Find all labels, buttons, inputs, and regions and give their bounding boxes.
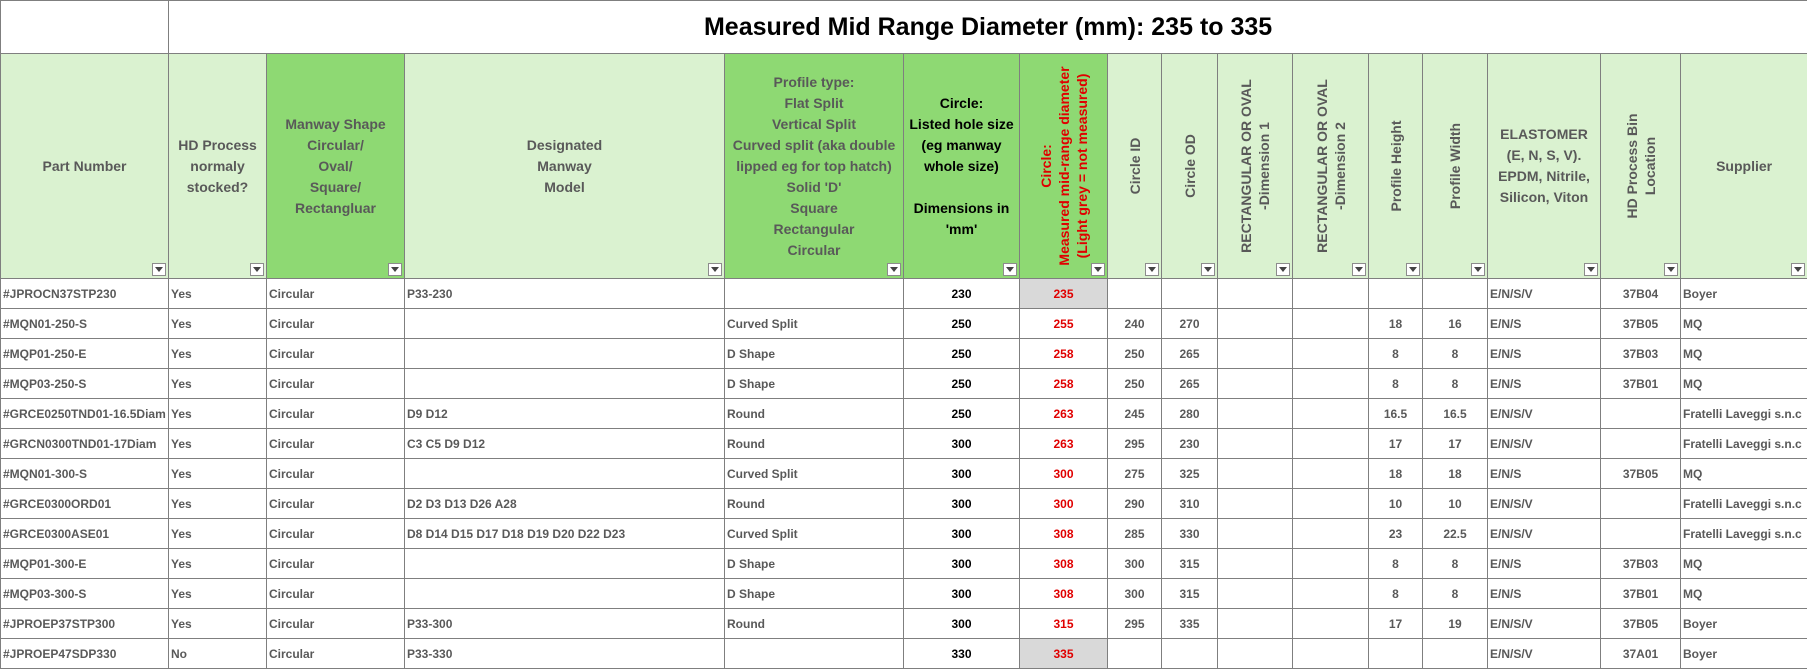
- cell-measured-mid-range[interactable]: 263: [1020, 429, 1108, 459]
- cell-designated-model[interactable]: [405, 339, 725, 369]
- cell-rect-dimension-2[interactable]: [1293, 309, 1369, 339]
- cell-supplier[interactable]: MQ: [1681, 309, 1807, 339]
- cell-measured-mid-range[interactable]: 258: [1020, 339, 1108, 369]
- cell-rect-dimension-2[interactable]: [1293, 519, 1369, 549]
- cell-bin-location[interactable]: 37B04: [1601, 279, 1681, 309]
- cell-bin-location[interactable]: 37B01: [1601, 579, 1681, 609]
- cell-rect-dimension-2[interactable]: [1293, 279, 1369, 309]
- cell-measured-mid-range[interactable]: 300: [1020, 489, 1108, 519]
- cell-part-number[interactable]: #GRCN0300TND01-17Diam: [1, 429, 169, 459]
- corner-cell[interactable]: [1, 1, 169, 54]
- cell-elastomer[interactable]: E/N/S/V: [1488, 429, 1601, 459]
- sort-filter-icon[interactable]: [1091, 263, 1105, 276]
- cell-profile-height[interactable]: 8: [1369, 339, 1423, 369]
- cell-circle-od[interactable]: 325: [1162, 459, 1218, 489]
- cell-profile-height[interactable]: 18: [1369, 309, 1423, 339]
- cell-elastomer[interactable]: E/N/S: [1488, 369, 1601, 399]
- cell-part-number[interactable]: #MQP03-300-S: [1, 579, 169, 609]
- cell-hd-process[interactable]: Yes: [169, 459, 267, 489]
- table-body: [1, 279, 1807, 669]
- cell-rect-dimension-1[interactable]: [1218, 399, 1293, 429]
- cell-part-number[interactable]: #JPROCN37STP230: [1, 279, 169, 309]
- cell-circle-id[interactable]: 250: [1108, 339, 1162, 369]
- cell-profile-height[interactable]: 8: [1369, 549, 1423, 579]
- cell-bin-location[interactable]: 37B01: [1601, 369, 1681, 399]
- cell-measured-mid-range[interactable]: 263: [1020, 399, 1108, 429]
- cell-hd-process[interactable]: Yes: [169, 339, 267, 369]
- cell-rect-dimension-2[interactable]: [1293, 549, 1369, 579]
- cell-profile-height[interactable]: 18: [1369, 459, 1423, 489]
- filter-dropdown-icon[interactable]: [1406, 263, 1420, 276]
- cell-supplier[interactable]: MQ: [1681, 579, 1807, 609]
- header-bin-location[interactable]: HD Process Bin Location: [1601, 54, 1681, 279]
- cell-circle-id[interactable]: 300: [1108, 549, 1162, 579]
- cell-rect-dimension-2[interactable]: [1293, 429, 1369, 459]
- header-manway-shape[interactable]: Manway Shape Circular/ Oval/ Square/ Rectangluar: [267, 54, 405, 279]
- cell-elastomer[interactable]: E/N/S: [1488, 579, 1601, 609]
- cell-bin-location[interactable]: [1601, 489, 1681, 519]
- sheet-title[interactable]: Measured Mid Range Diameter (mm): 235 to 335: [169, 1, 1807, 54]
- cell-profile-width[interactable]: 10: [1423, 489, 1488, 519]
- header-hd-process[interactable]: HD Process normaly stocked?: [169, 54, 267, 279]
- cell-profile-height[interactable]: 17: [1369, 609, 1423, 639]
- cell-circle-id[interactable]: 300: [1108, 579, 1162, 609]
- cell-designated-model[interactable]: D9 D12: [405, 399, 725, 429]
- filter-dropdown-icon[interactable]: [250, 263, 264, 276]
- cell-elastomer[interactable]: E/N/S/V: [1488, 489, 1601, 519]
- cell-manway-shape[interactable]: Circular: [267, 639, 405, 669]
- cell-bin-location[interactable]: 37B05: [1601, 609, 1681, 639]
- table-row: [1, 429, 1807, 459]
- cell-circle-od[interactable]: 280: [1162, 399, 1218, 429]
- header-elastomer[interactable]: ELASTOMER (E, N, S, V). EPDM, Nitrile, Silicon, Viton: [1488, 54, 1601, 279]
- cell-elastomer[interactable]: E/N/S: [1488, 309, 1601, 339]
- cell-hd-process[interactable]: Yes: [169, 309, 267, 339]
- cell-profile-type[interactable]: Curved Split: [725, 519, 904, 549]
- cell-profile-height[interactable]: [1369, 639, 1423, 669]
- cell-circle-od[interactable]: 310: [1162, 489, 1218, 519]
- cell-circle-od[interactable]: 230: [1162, 429, 1218, 459]
- header-designated-model[interactable]: Designated Manway Model: [405, 54, 725, 279]
- cell-circle-id[interactable]: 285: [1108, 519, 1162, 549]
- cell-bin-location[interactable]: 37B03: [1601, 549, 1681, 579]
- cell-listed-hole-size[interactable]: 300: [904, 459, 1020, 489]
- cell-bin-location[interactable]: [1601, 399, 1681, 429]
- cell-manway-shape[interactable]: Circular: [267, 549, 405, 579]
- cell-listed-hole-size[interactable]: 300: [904, 429, 1020, 459]
- table-row: [1, 339, 1807, 369]
- cell-profile-width[interactable]: 8: [1423, 369, 1488, 399]
- cell-listed-hole-size[interactable]: 330: [904, 639, 1020, 669]
- cell-profile-type[interactable]: D Shape: [725, 369, 904, 399]
- cell-rect-dimension-1[interactable]: [1218, 639, 1293, 669]
- cell-elastomer[interactable]: E/N/S/V: [1488, 609, 1601, 639]
- cell-part-number[interactable]: #MQP01-250-E: [1, 339, 169, 369]
- filter-dropdown-icon[interactable]: [708, 263, 722, 276]
- cell-manway-shape[interactable]: Circular: [267, 309, 405, 339]
- cell-hd-process[interactable]: Yes: [169, 279, 267, 309]
- cell-part-number[interactable]: #JPROEP47SDP330: [1, 639, 169, 669]
- cell-circle-id[interactable]: [1108, 279, 1162, 309]
- filter-dropdown-icon[interactable]: [1791, 263, 1805, 276]
- header-circle-id[interactable]: Circle ID: [1108, 54, 1162, 279]
- cell-circle-od[interactable]: 265: [1162, 369, 1218, 399]
- cell-profile-type[interactable]: D Shape: [725, 549, 904, 579]
- cell-profile-width[interactable]: 8: [1423, 339, 1488, 369]
- cell-circle-od[interactable]: 265: [1162, 339, 1218, 369]
- cell-profile-width[interactable]: [1423, 279, 1488, 309]
- cell-rect-dimension-1[interactable]: [1218, 369, 1293, 399]
- cell-rect-dimension-1[interactable]: [1218, 549, 1293, 579]
- cell-supplier[interactable]: Fratelli Laveggi s.n.c: [1681, 519, 1807, 549]
- cell-rect-dimension-1[interactable]: [1218, 579, 1293, 609]
- cell-manway-shape[interactable]: Circular: [267, 609, 405, 639]
- cell-profile-height[interactable]: 17: [1369, 429, 1423, 459]
- cell-listed-hole-size[interactable]: 300: [904, 519, 1020, 549]
- cell-designated-model[interactable]: D8 D14 D15 D17 D18 D19 D20 D22 D23: [405, 519, 725, 549]
- cell-designated-model[interactable]: P33-230: [405, 279, 725, 309]
- cell-elastomer[interactable]: E/N/S/V: [1488, 279, 1601, 309]
- cell-circle-od[interactable]: [1162, 279, 1218, 309]
- filter-dropdown-icon[interactable]: [1276, 263, 1290, 276]
- cell-profile-type[interactable]: Round: [725, 399, 904, 429]
- cell-profile-width[interactable]: 19: [1423, 609, 1488, 639]
- cell-profile-width[interactable]: 17: [1423, 429, 1488, 459]
- cell-circle-od[interactable]: 315: [1162, 549, 1218, 579]
- cell-profile-height[interactable]: 23: [1369, 519, 1423, 549]
- header-circle-od[interactable]: Circle OD: [1162, 54, 1218, 279]
- cell-supplier[interactable]: Fratelli Laveggi s.n.c: [1681, 399, 1807, 429]
- cell-part-number[interactable]: #MQN01-300-S: [1, 459, 169, 489]
- cell-profile-type[interactable]: [725, 279, 904, 309]
- cell-hd-process[interactable]: Yes: [169, 489, 267, 519]
- cell-hd-process[interactable]: Yes: [169, 549, 267, 579]
- cell-manway-shape[interactable]: Circular: [267, 429, 405, 459]
- cell-rect-dimension-2[interactable]: [1293, 339, 1369, 369]
- cell-listed-hole-size[interactable]: 300: [904, 549, 1020, 579]
- cell-designated-model[interactable]: P33-330: [405, 639, 725, 669]
- cell-profile-height[interactable]: 10: [1369, 489, 1423, 519]
- cell-manway-shape[interactable]: Circular: [267, 279, 405, 309]
- filter-dropdown-icon[interactable]: [1471, 263, 1485, 276]
- cell-rect-dimension-1[interactable]: [1218, 339, 1293, 369]
- cell-profile-height[interactable]: 16.5: [1369, 399, 1423, 429]
- cell-supplier[interactable]: Boyer: [1681, 279, 1807, 309]
- cell-supplier[interactable]: Fratelli Laveggi s.n.c: [1681, 429, 1807, 459]
- filter-dropdown-icon[interactable]: [1664, 263, 1678, 276]
- cell-manway-shape[interactable]: Circular: [267, 399, 405, 429]
- cell-listed-hole-size[interactable]: 250: [904, 369, 1020, 399]
- cell-part-number[interactable]: #MQN01-250-S: [1, 309, 169, 339]
- cell-rect-dimension-2[interactable]: [1293, 579, 1369, 609]
- cell-hd-process[interactable]: Yes: [169, 519, 267, 549]
- cell-supplier[interactable]: MQ: [1681, 459, 1807, 489]
- cell-designated-model[interactable]: [405, 459, 725, 489]
- cell-hd-process[interactable]: Yes: [169, 369, 267, 399]
- cell-rect-dimension-1[interactable]: [1218, 609, 1293, 639]
- cell-circle-od[interactable]: 315: [1162, 579, 1218, 609]
- cell-rect-dimension-2[interactable]: [1293, 639, 1369, 669]
- filter-dropdown-icon[interactable]: [1584, 263, 1598, 276]
- header-profile-height[interactable]: Profile Height: [1369, 54, 1423, 279]
- cell-supplier[interactable]: MQ: [1681, 549, 1807, 579]
- cell-hd-process[interactable]: Yes: [169, 399, 267, 429]
- cell-supplier[interactable]: MQ: [1681, 339, 1807, 369]
- filter-dropdown-icon[interactable]: [388, 263, 402, 276]
- cell-circle-id[interactable]: 295: [1108, 609, 1162, 639]
- cell-listed-hole-size[interactable]: 250: [904, 399, 1020, 429]
- cell-circle-id[interactable]: 275: [1108, 459, 1162, 489]
- cell-rect-dimension-1[interactable]: [1218, 459, 1293, 489]
- cell-designated-model[interactable]: [405, 309, 725, 339]
- cell-measured-mid-range[interactable]: 308: [1020, 519, 1108, 549]
- cell-supplier[interactable]: Boyer: [1681, 609, 1807, 639]
- cell-rect-dimension-1[interactable]: [1218, 429, 1293, 459]
- header-part-number[interactable]: Part Number: [1, 54, 169, 279]
- table-row: [1, 489, 1807, 519]
- cell-profile-type[interactable]: [725, 639, 904, 669]
- cell-elastomer[interactable]: E/N/S/V: [1488, 519, 1601, 549]
- cell-hd-process[interactable]: Yes: [169, 429, 267, 459]
- cell-listed-hole-size[interactable]: 230: [904, 279, 1020, 309]
- cell-profile-width[interactable]: 8: [1423, 549, 1488, 579]
- cell-circle-id[interactable]: 240: [1108, 309, 1162, 339]
- cell-designated-model[interactable]: P33-300: [405, 609, 725, 639]
- cell-profile-width[interactable]: 8: [1423, 579, 1488, 609]
- cell-rect-dimension-2[interactable]: [1293, 399, 1369, 429]
- cell-hd-process[interactable]: No: [169, 639, 267, 669]
- cell-listed-hole-size[interactable]: 300: [904, 489, 1020, 519]
- cell-designated-model[interactable]: C3 C5 D9 D12: [405, 429, 725, 459]
- filter-dropdown-icon[interactable]: [887, 263, 901, 276]
- cell-supplier[interactable]: Fratelli Laveggi s.n.c: [1681, 489, 1807, 519]
- cell-rect-dimension-2[interactable]: [1293, 489, 1369, 519]
- table-row: [1, 519, 1807, 549]
- cell-circle-od[interactable]: 335: [1162, 609, 1218, 639]
- cell-rect-dimension-1[interactable]: [1218, 309, 1293, 339]
- cell-manway-shape[interactable]: Circular: [267, 579, 405, 609]
- cell-bin-location[interactable]: 37A01: [1601, 639, 1681, 669]
- cell-part-number[interactable]: #JPROEP37STP300: [1, 609, 169, 639]
- cell-circle-od[interactable]: 270: [1162, 309, 1218, 339]
- cell-measured-mid-range[interactable]: 335: [1020, 639, 1108, 669]
- cell-designated-model[interactable]: D2 D3 D13 D26 A28: [405, 489, 725, 519]
- cell-bin-location[interactable]: 37B05: [1601, 309, 1681, 339]
- cell-rect-dimension-1[interactable]: [1218, 279, 1293, 309]
- cell-part-number[interactable]: #GRCE0250TND01-16.5Diam: [1, 399, 169, 429]
- cell-profile-width[interactable]: 18: [1423, 459, 1488, 489]
- cell-designated-model[interactable]: [405, 579, 725, 609]
- table-row: [1, 309, 1807, 339]
- cell-elastomer[interactable]: E/N/S: [1488, 339, 1601, 369]
- header-rect-dimension-1[interactable]: RECTANGULAR OR OVAL -Dimension 1: [1218, 54, 1293, 279]
- cell-profile-type[interactable]: Round: [725, 429, 904, 459]
- header-circle-listed-size[interactable]: Circle: Listed hole size (eg manway whole size) Dimensions in 'mm': [904, 54, 1020, 279]
- cell-profile-type[interactable]: Round: [725, 489, 904, 519]
- cell-listed-hole-size[interactable]: 300: [904, 609, 1020, 639]
- cell-supplier[interactable]: Boyer: [1681, 639, 1807, 669]
- cell-hd-process[interactable]: Yes: [169, 609, 267, 639]
- filter-dropdown-icon[interactable]: [152, 263, 166, 276]
- header-row: [1, 54, 1807, 279]
- cell-profile-width[interactable]: 16: [1423, 309, 1488, 339]
- cell-part-number[interactable]: #GRCE0300ORD01: [1, 489, 169, 519]
- cell-manway-shape[interactable]: Circular: [267, 459, 405, 489]
- table-row: [1, 369, 1807, 399]
- cell-circle-id[interactable]: 290: [1108, 489, 1162, 519]
- cell-elastomer[interactable]: E/N/S/V: [1488, 399, 1601, 429]
- cell-manway-shape[interactable]: Circular: [267, 369, 405, 399]
- cell-profile-type[interactable]: Curved Split: [725, 459, 904, 489]
- cell-manway-shape[interactable]: Circular: [267, 489, 405, 519]
- cell-profile-width[interactable]: [1423, 639, 1488, 669]
- cell-rect-dimension-2[interactable]: [1293, 609, 1369, 639]
- cell-designated-model[interactable]: [405, 549, 725, 579]
- filter-dropdown-icon[interactable]: [1003, 263, 1017, 276]
- cell-circle-od[interactable]: 330: [1162, 519, 1218, 549]
- cell-profile-height[interactable]: [1369, 279, 1423, 309]
- cell-designated-model[interactable]: [405, 369, 725, 399]
- filter-dropdown-icon[interactable]: [1145, 263, 1159, 276]
- cell-measured-mid-range[interactable]: 308: [1020, 549, 1108, 579]
- cell-circle-id[interactable]: 295: [1108, 429, 1162, 459]
- cell-listed-hole-size[interactable]: 250: [904, 339, 1020, 369]
- cell-hd-process[interactable]: Yes: [169, 579, 267, 609]
- header-measured-mid-range[interactable]: Circle: Measured mid-range diameter (Light grey = not measured): [1020, 54, 1108, 279]
- cell-manway-shape[interactable]: Circular: [267, 339, 405, 369]
- cell-elastomer[interactable]: E/N/S/V: [1488, 639, 1601, 669]
- cell-rect-dimension-1[interactable]: [1218, 519, 1293, 549]
- header-rect-dimension-2[interactable]: RECTANGULAR OR OVAL -Dimension 2: [1293, 54, 1369, 279]
- cell-bin-location[interactable]: 37B05: [1601, 459, 1681, 489]
- cell-listed-hole-size[interactable]: 300: [904, 579, 1020, 609]
- cell-rect-dimension-2[interactable]: [1293, 459, 1369, 489]
- table-row: [1, 549, 1807, 579]
- table-row: [1, 399, 1807, 429]
- cell-profile-type[interactable]: Round: [725, 609, 904, 639]
- cell-bin-location[interactable]: 37B03: [1601, 339, 1681, 369]
- table-row: [1, 609, 1807, 639]
- filter-dropdown-icon[interactable]: [1201, 263, 1215, 276]
- cell-rect-dimension-2[interactable]: [1293, 369, 1369, 399]
- cell-manway-shape[interactable]: Circular: [267, 519, 405, 549]
- table-row: [1, 639, 1807, 669]
- cell-measured-mid-range[interactable]: 255: [1020, 309, 1108, 339]
- header-profile-type[interactable]: Profile type: Flat Split Vertical Split Curved split (aka double lipped eg for top hatch) Solid 'D' Square Rectangular Circular: [725, 54, 904, 279]
- cell-measured-mid-range[interactable]: 300: [1020, 459, 1108, 489]
- cell-part-number[interactable]: #MQP01-300-E: [1, 549, 169, 579]
- cell-bin-location[interactable]: [1601, 429, 1681, 459]
- cell-bin-location[interactable]: [1601, 519, 1681, 549]
- table-row: [1, 579, 1807, 609]
- header-supplier[interactable]: Supplier: [1681, 54, 1807, 279]
- cell-supplier[interactable]: MQ: [1681, 369, 1807, 399]
- cell-elastomer[interactable]: E/N/S: [1488, 459, 1601, 489]
- cell-measured-mid-range[interactable]: 315: [1020, 609, 1108, 639]
- cell-elastomer[interactable]: E/N/S: [1488, 549, 1601, 579]
- cell-profile-width[interactable]: 16.5: [1423, 399, 1488, 429]
- header-profile-width[interactable]: Profile Width: [1423, 54, 1488, 279]
- cell-profile-type[interactable]: D Shape: [725, 339, 904, 369]
- cell-profile-height[interactable]: 8: [1369, 579, 1423, 609]
- filter-dropdown-icon[interactable]: [1352, 263, 1366, 276]
- cell-profile-width[interactable]: 22.5: [1423, 519, 1488, 549]
- cell-profile-height[interactable]: 8: [1369, 369, 1423, 399]
- cell-profile-type[interactable]: Curved Split: [725, 309, 904, 339]
- table-row: [1, 279, 1807, 309]
- cell-profile-type[interactable]: D Shape: [725, 579, 904, 609]
- cell-part-number[interactable]: #MQP03-250-S: [1, 369, 169, 399]
- cell-circle-id[interactable]: 250: [1108, 369, 1162, 399]
- cell-rect-dimension-1[interactable]: [1218, 489, 1293, 519]
- table-row: [1, 459, 1807, 489]
- cell-measured-mid-range[interactable]: 235: [1020, 279, 1108, 309]
- cell-circle-od[interactable]: [1162, 639, 1218, 669]
- cell-circle-id[interactable]: [1108, 639, 1162, 669]
- cell-circle-id[interactable]: 245: [1108, 399, 1162, 429]
- cell-measured-mid-range[interactable]: 308: [1020, 579, 1108, 609]
- cell-listed-hole-size[interactable]: 250: [904, 309, 1020, 339]
- cell-measured-mid-range[interactable]: 258: [1020, 369, 1108, 399]
- cell-part-number[interactable]: #GRCE0300ASE01: [1, 519, 169, 549]
